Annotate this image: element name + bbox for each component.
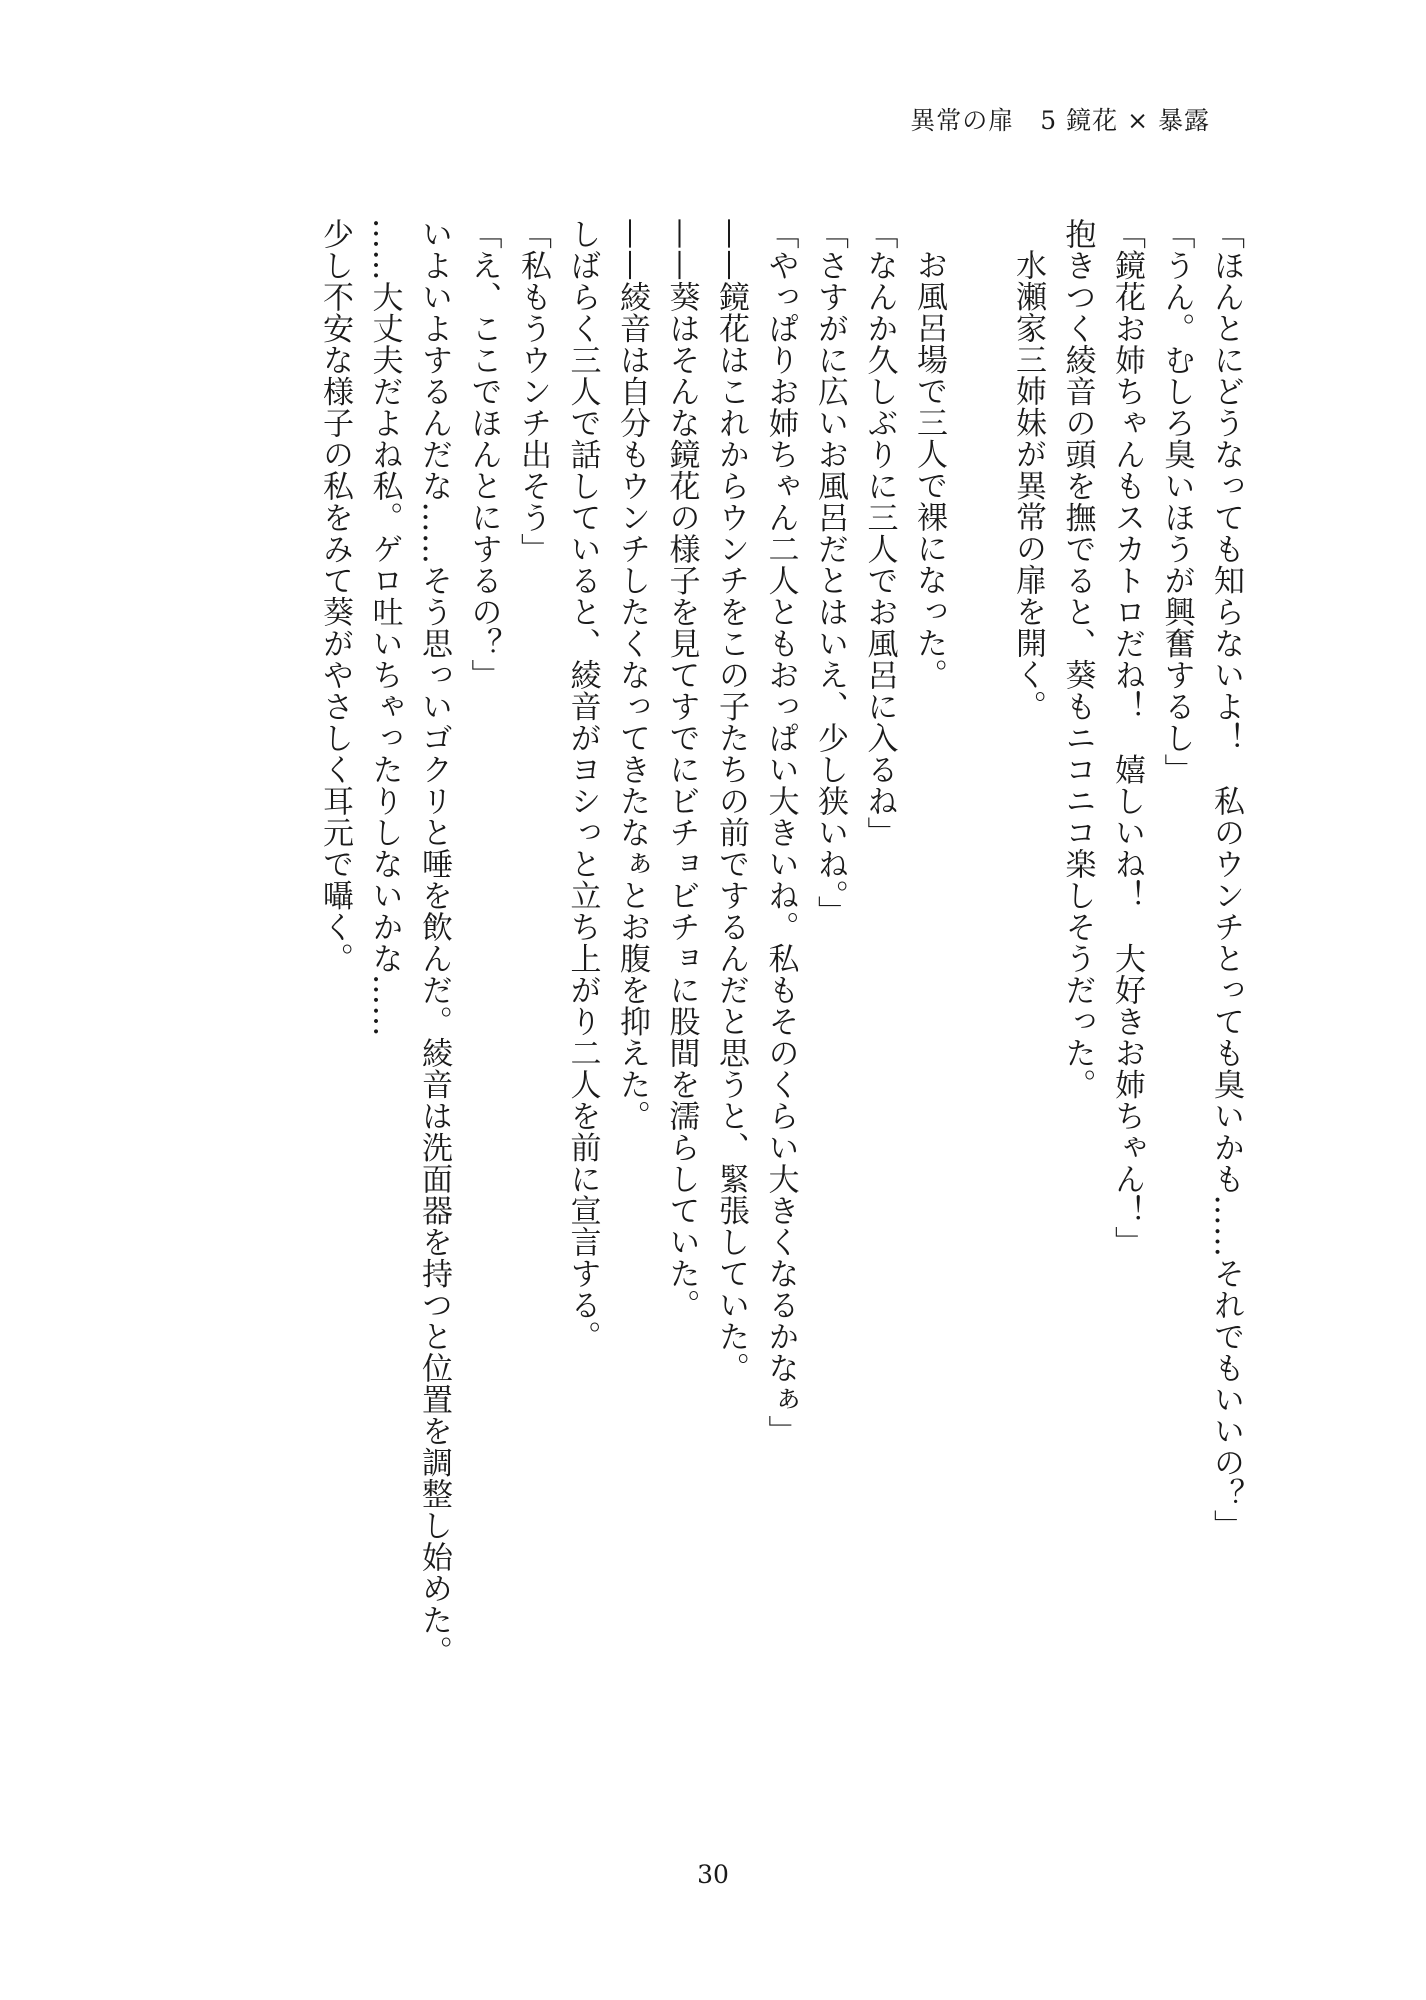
text-line: ——鏡花はこれからウンチをこの子たちの前でするんだと思うと、緊張していた。 bbox=[713, 218, 749, 1384]
page-number: 30 bbox=[697, 1860, 729, 1889]
text-line: 「さすがに広いお風呂だとはいえ、少し狭いね。」 bbox=[812, 218, 848, 927]
text-line: 「ほんとにどうなっても知らないよ！ 私のウンチとっても臭いかも……それでもいいの？」 bbox=[1208, 218, 1244, 1541]
text-line: 少し不安な様子の私をみて葵がやさしく耳元で囁く。 bbox=[317, 218, 353, 974]
text-line: ——綾音は自分もウンチしたくなってきたなぁとお腹を抑えた。 bbox=[614, 218, 650, 1132]
text-line: 「うん。むしろ臭いほうが興奮するし」 bbox=[1158, 218, 1195, 785]
blank-line bbox=[953, 218, 1003, 1778]
text-line: 「鏡花お姉ちゃんもスカトロだね！ 嬉しいね！ 大好きお姉ちゃん！」 bbox=[1109, 218, 1145, 1258]
text-line: ……大丈夫だよね私。ゲロ吐いちゃったりしないかな…… bbox=[366, 218, 403, 1037]
text-line: お風呂場で三人で裸になった。 bbox=[911, 249, 947, 690]
text-line: しばらく三人で話していると、綾音がヨシっと立ち上がり二人を前に宣言する。 bbox=[564, 218, 601, 1352]
text-line: いよいよするんだな……そう思っいゴクリと唾を飲んだ。綾音は洗面器を持つと位置を調整し始めた。 bbox=[416, 218, 452, 1667]
text-line: 「私もうウンチ出そう」 bbox=[515, 218, 551, 565]
vertical-text-body bbox=[200, 218, 1250, 1778]
text-line: 「なんか久しぶりに三人でお風呂に入るね」 bbox=[861, 218, 898, 848]
text-line: 「え、ここでほんとにするの？」 bbox=[465, 218, 502, 691]
text-line: 抱きつく綾音の頭を撫でると、葵もニコニコ楽しそうだった。 bbox=[1059, 218, 1096, 1100]
text-line: 「やっぱりお姉ちゃん二人ともおっぱい大きいね。私もそのくらい大きくなるかなぁ」 bbox=[762, 218, 799, 1447]
text-line: ——葵はそんな鏡花の様子を見てすでにビチョビチョに股間を濡らしていた。 bbox=[663, 218, 700, 1321]
running-header: 異常の扉 5 鏡花 × 暴露 bbox=[910, 106, 1210, 135]
text-line: 水瀬家三姉妹が異常の扉を開く。 bbox=[1010, 249, 1046, 722]
